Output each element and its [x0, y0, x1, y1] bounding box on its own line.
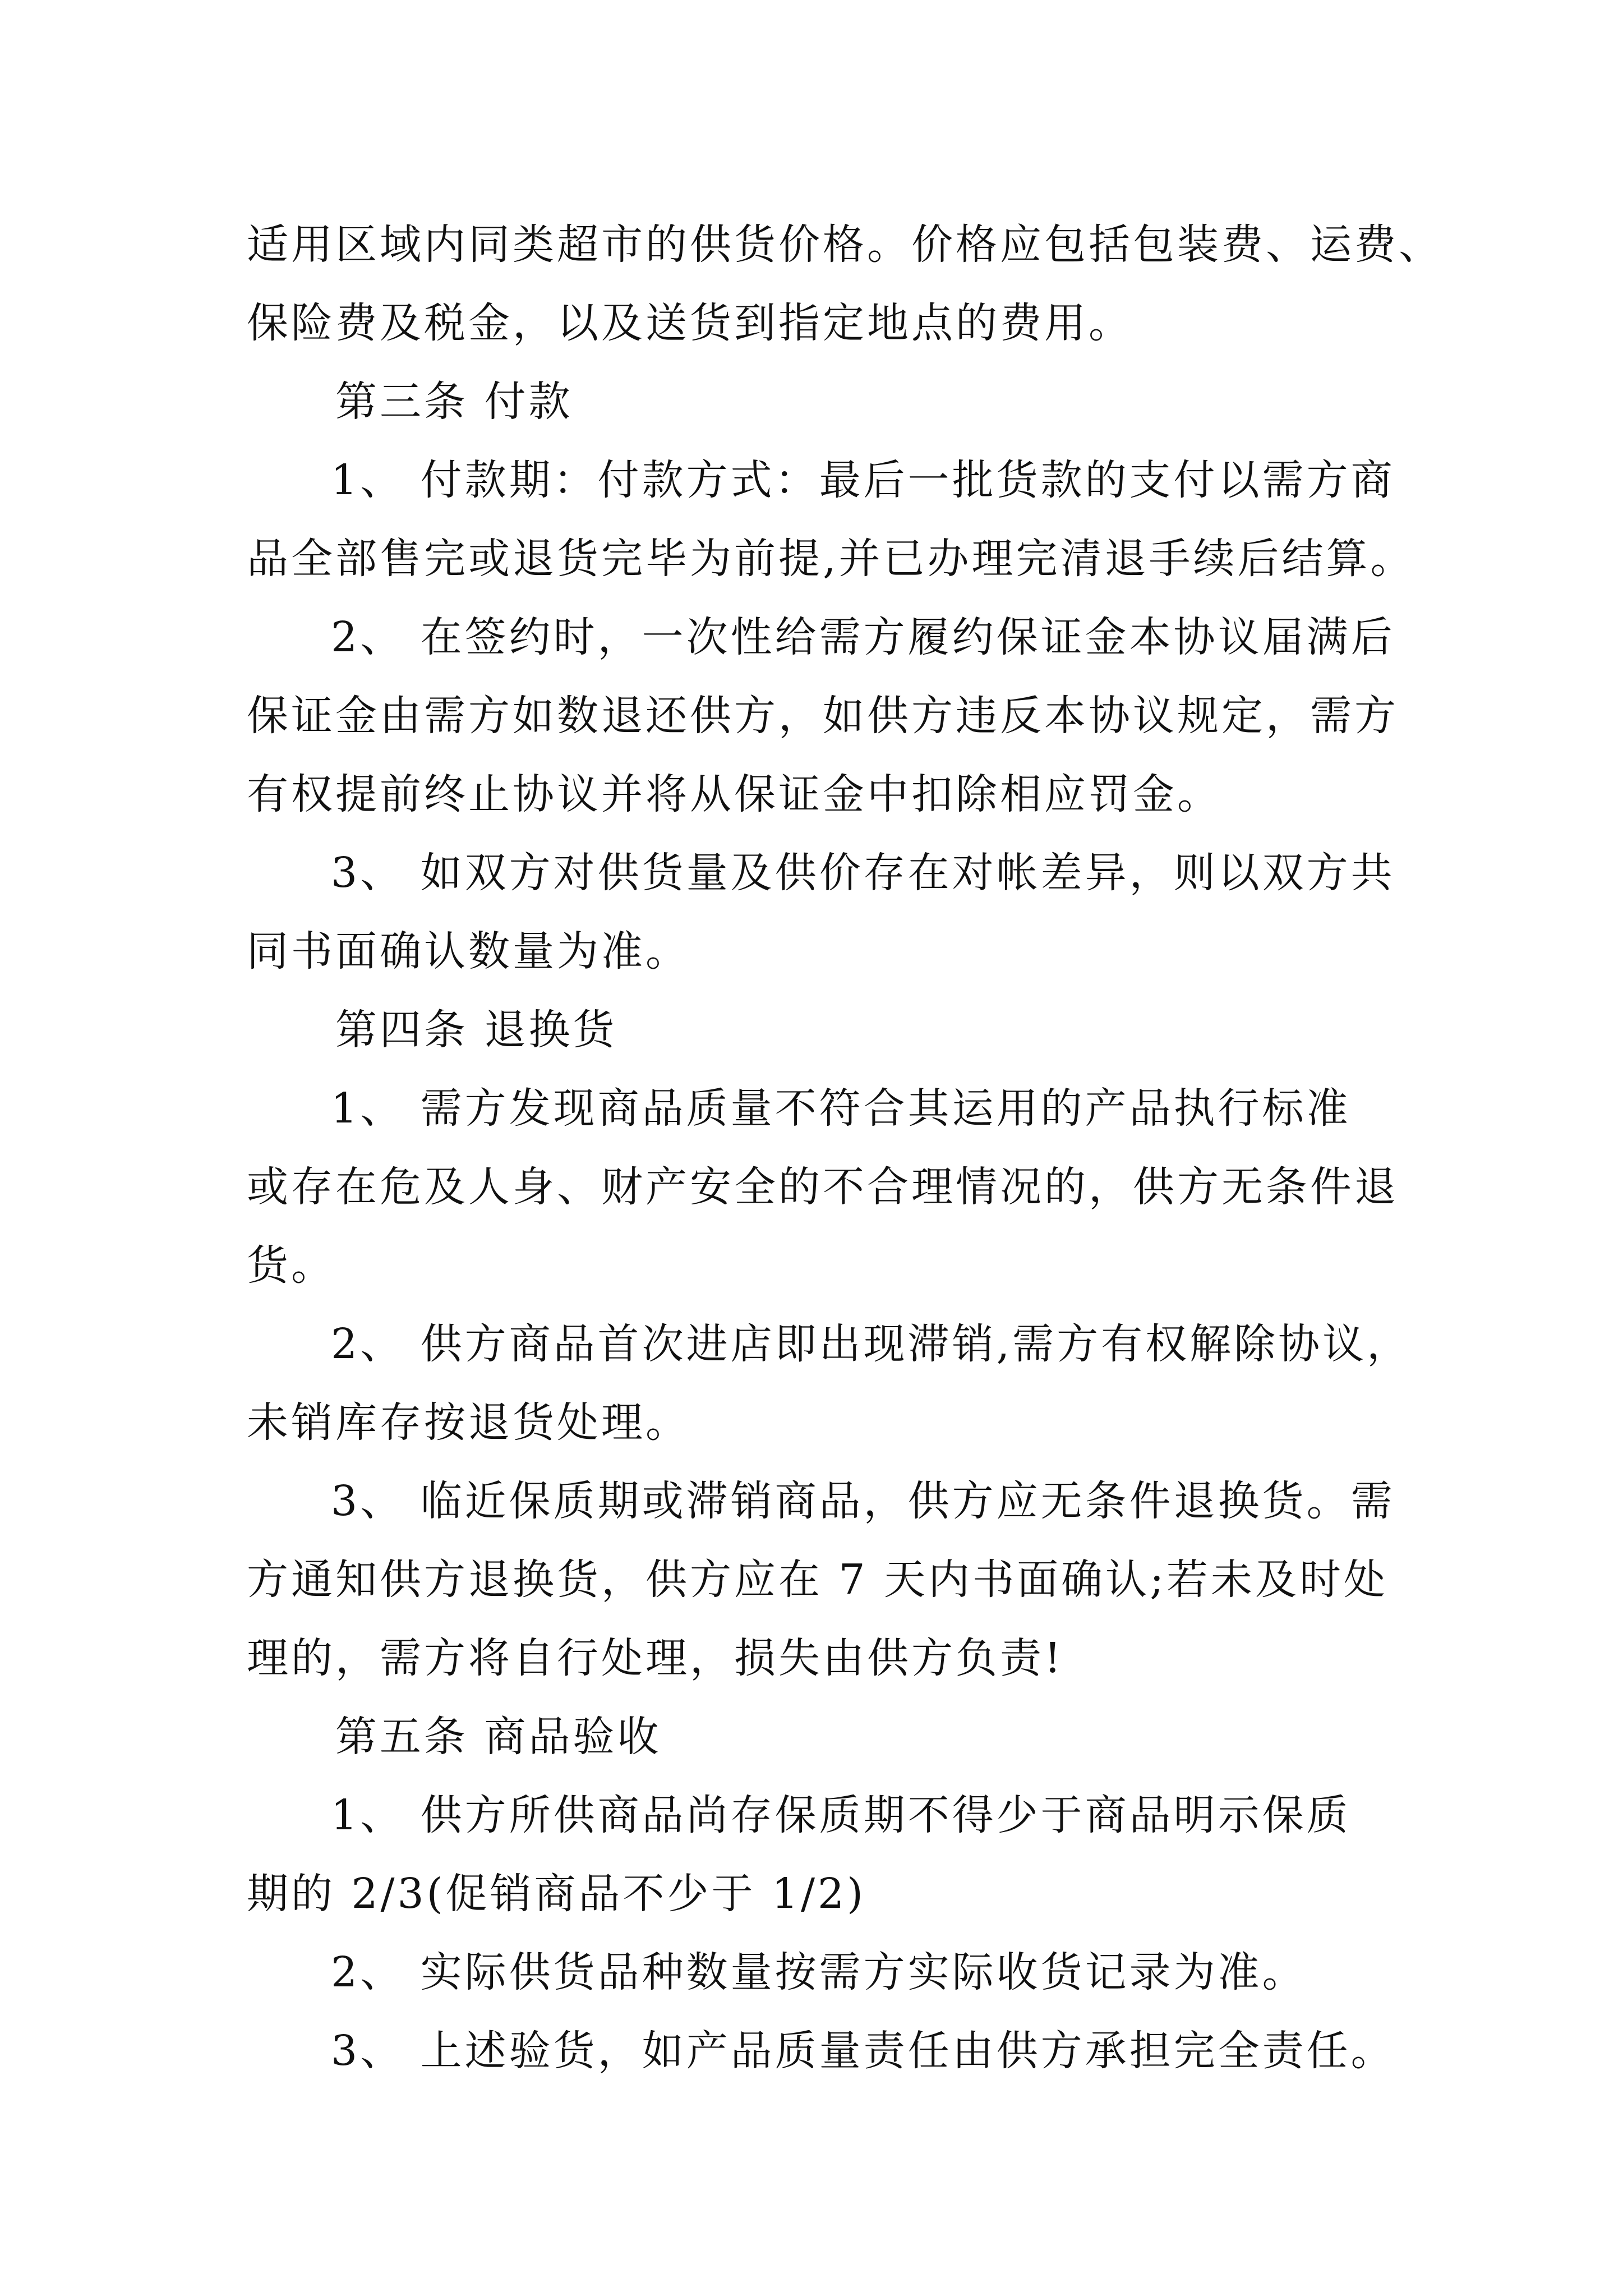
text-line: 货。	[247, 1241, 335, 1290]
text-line: 3、 临近保质期或滞销商品，供方应无条件退换货。需	[331, 1477, 1395, 1525]
text-line: 同书面确认数量为准。	[247, 927, 690, 976]
text-line: 理的，需方将自行处理，损失由供方负责!	[247, 1634, 1064, 1682]
text-line: 或存在危及人身、财产安全的不合理情况的，供方无条件退	[247, 1163, 1399, 1211]
text-line: 2、 实际供货品种数量按需方实际收货记录为准。	[331, 1948, 1307, 1996]
text-line: 未销库存按退货处理。	[247, 1398, 690, 1447]
text-line: 有权提前终止协议并将从保证金中扣除相应罚金。	[247, 770, 1221, 818]
article-heading-4: 第四条 退换货	[335, 1006, 617, 1054]
text-line: 1、 需方发现商品质量不符合其运用的产品执行标准	[331, 1084, 1351, 1133]
text-line: 适用区域内同类超市的供货价格。价格应包括包装费、运费、	[247, 220, 1443, 269]
text-line: 3、 如双方对供货量及供价存在对帐差异，则以双方共	[331, 849, 1395, 897]
text-line: 2、 在签约时，一次性给需方履约保证金本协议届满后	[331, 613, 1395, 661]
text-line: 1、 付款期：付款方式：最后一批货款的支付以需方商	[331, 456, 1395, 504]
article-heading-5: 第五条 商品验收	[335, 1713, 662, 1761]
article-heading-3: 第三条 付款	[335, 378, 573, 426]
text-line: 保险费及税金，以及送货到指定地点的费用。	[247, 299, 1133, 347]
document-body	[247, 205, 1443, 2090]
text-line: 3、 上述验货，如产品质量责任由供方承担完全责任。	[331, 2027, 1395, 2075]
text-line: 期的 2/3(促销商品不少于 1/2)	[247, 1870, 866, 1918]
text-line: 2、 供方商品首次进店即出现滞销,需方有权解除协议，	[331, 1320, 1412, 1368]
text-line: 方通知供方退换货，供方应在 7 天内书面确认;若未及时处	[247, 1556, 1389, 1604]
text-line: 品全部售完或退货完毕为前提,并已办理完清退手续后结算。	[247, 535, 1415, 583]
text-line: 1、 供方所供商品尚存保质期不得少于商品明示保质	[331, 1791, 1351, 1839]
text-line: 保证金由需方如数退还供方，如供方违反本协议规定，需方	[247, 692, 1399, 740]
